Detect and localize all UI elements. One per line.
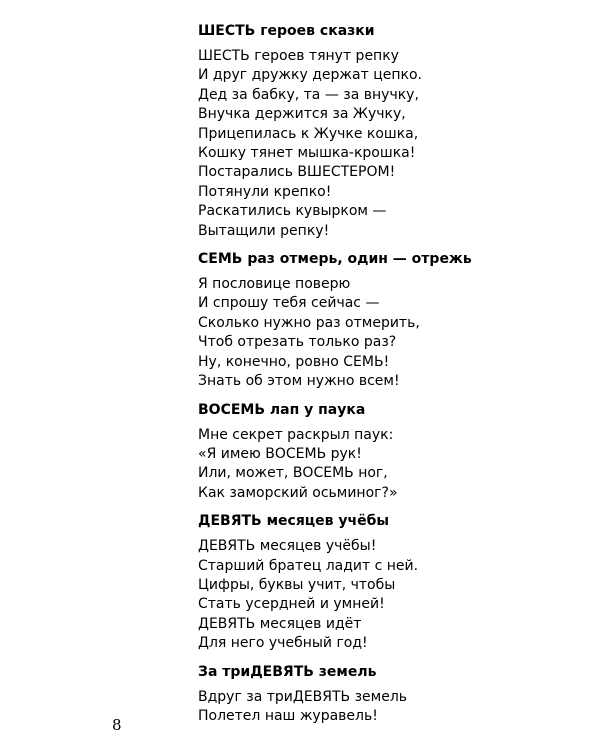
- poem-line: Полетел наш журавель!: [198, 707, 378, 724]
- poem-line: Вдруг за триДЕВЯТЬ земель: [198, 688, 408, 705]
- poem-lines: [198, 688, 578, 727]
- poem-six-heroes: [198, 22, 578, 241]
- poem-title: СЕМЬ раз отмерь, один — отрежь: [198, 251, 472, 268]
- poem-seven-times: [198, 250, 578, 391]
- poem-line: Старший братец ладит с ней.: [198, 557, 419, 574]
- poem-line: Цифры, буквы учит, чтобы: [198, 576, 396, 593]
- poem-line: Знать об этом нужно всем!: [198, 373, 400, 390]
- poem-lines: [198, 47, 578, 241]
- poem-line: Чтоб отрезать только раз?: [198, 334, 397, 351]
- poem-nine-months: [198, 512, 578, 653]
- poem-line: Вытащили репку!: [198, 222, 330, 239]
- poem-line: Для него учебный год!: [198, 635, 368, 652]
- poem-line: Сколько нужно раз отмерить,: [198, 314, 420, 331]
- poem-line: Прицепилась к Жучке кошка,: [198, 125, 419, 142]
- poem-line: Стать усердней и умней!: [198, 596, 385, 613]
- poem-lines: [198, 537, 578, 653]
- poem-title: ВОСЕМЬ лап у паука: [198, 401, 366, 418]
- poem-line: Дед за бабку, та — за внучку,: [198, 86, 419, 103]
- poem-title: ДЕВЯТЬ месяцев учёбы: [198, 513, 390, 530]
- poem-line: И друг дружку держат цепко.: [198, 67, 422, 84]
- poem-line: Ну, конечно, ровно СЕМЬ!: [198, 353, 390, 370]
- poem-line: Потянули крепко!: [198, 183, 332, 200]
- poem-line: ДЕВЯТЬ месяцев идёт: [198, 615, 362, 632]
- poem-line: Как заморский осьминог?»: [198, 484, 398, 501]
- poem-line: Раскатились кувырком —: [198, 203, 387, 220]
- poem-far-away-lands: [198, 663, 578, 727]
- poem-lines: [198, 426, 578, 504]
- poem-line: «Я имею ВОСЕМЬ рук!: [198, 445, 362, 462]
- poem-line: Внучка держится за Жучку,: [198, 106, 406, 123]
- poem-line: ДЕВЯТЬ месяцев учёбы!: [198, 538, 377, 555]
- poem-eight-legs: [198, 401, 578, 504]
- poem-line: ШЕСТЬ героев тянут репку: [198, 48, 399, 64]
- poem-line: Или, может, ВОСЕМЬ ног,: [198, 465, 388, 482]
- poem-title: ШЕСТЬ героев сказки: [198, 23, 375, 39]
- poem-line: Кошку тянет мышка-крошка!: [198, 145, 416, 162]
- poem-line: Постарались ВШЕСТЕРОМ!: [198, 164, 396, 181]
- poem-title: За триДЕВЯТЬ земель: [198, 663, 377, 680]
- poem-line: И спрошу тебя сейчас —: [198, 295, 380, 312]
- page-number: 8: [112, 716, 122, 734]
- page-content: [198, 22, 578, 726]
- poem-lines: [198, 275, 578, 391]
- poem-line: Я пословице поверю: [198, 276, 351, 293]
- poem-line: Мне секрет раскрыл паук:: [198, 426, 394, 443]
